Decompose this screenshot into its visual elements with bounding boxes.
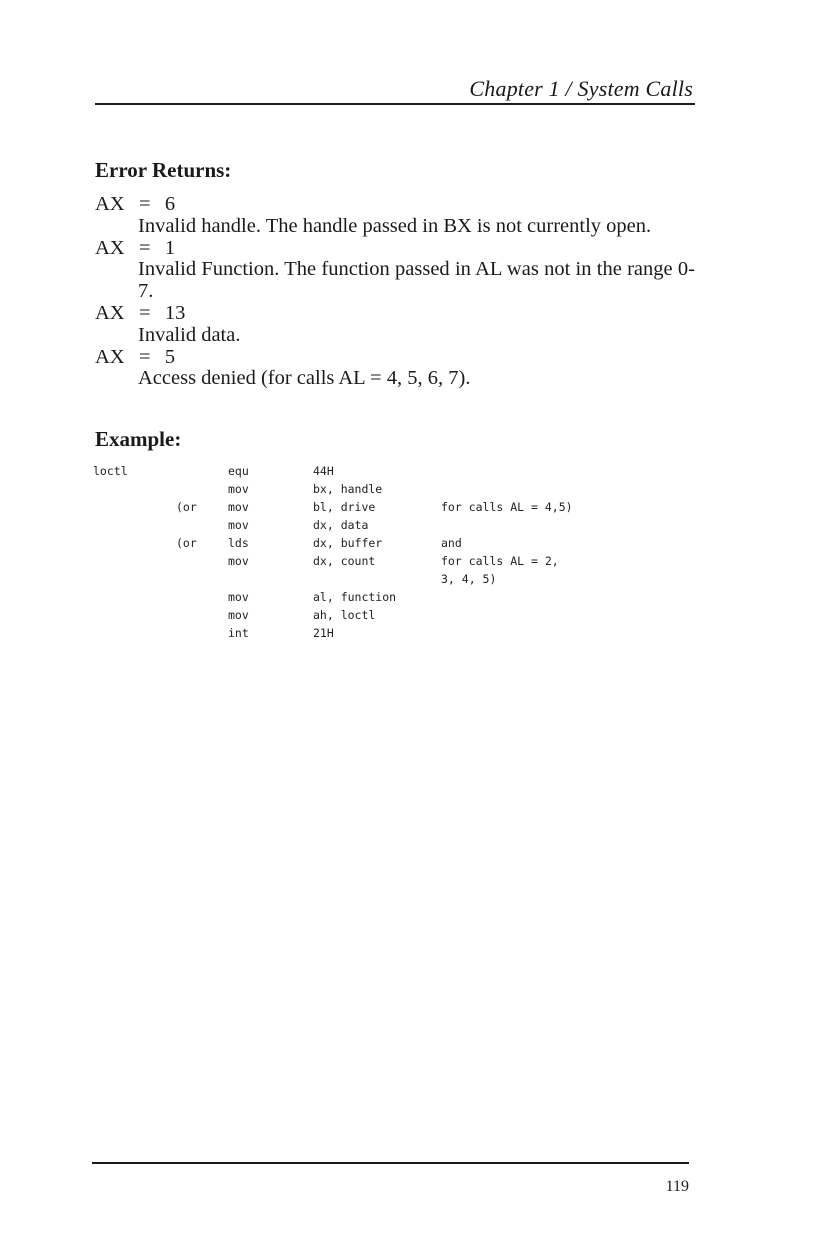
error-value: 6 — [164, 193, 176, 215]
error-description: Access denied (for calls AL = 4, 5, 6, 7). — [138, 367, 471, 390]
error-code — [95, 347, 695, 369]
error-register: AX — [95, 345, 125, 368]
code-operands: 44H — [313, 464, 334, 478]
header-rule — [95, 103, 695, 105]
error-returns-list — [95, 194, 695, 390]
code-opcode: mov — [228, 482, 249, 496]
code-opcode: mov — [228, 608, 249, 622]
code-opcode: int — [228, 626, 249, 640]
footer-rule — [92, 1162, 689, 1164]
code-prefix: (or — [176, 500, 197, 514]
error-item — [95, 303, 695, 347]
equals-sign: = — [138, 236, 151, 259]
equals-sign: = — [138, 301, 151, 324]
error-description: Invalid Function. The function passed in AL was not in the range 0-7. — [138, 258, 695, 303]
error-value: 13 — [164, 301, 186, 324]
error-code — [95, 194, 695, 216]
error-item — [95, 194, 695, 238]
code-opcode: mov — [228, 500, 249, 514]
error-value: 1 — [164, 236, 176, 259]
code-operands: al, function — [313, 590, 397, 604]
code-operands: bl, drive — [313, 500, 376, 514]
code-comment: for calls AL = 4,5) — [441, 500, 573, 514]
code-operands: dx, buffer — [313, 536, 383, 550]
code-operands: ah, loctl — [313, 608, 376, 622]
code-opcode: mov — [228, 518, 249, 532]
code-operands: dx, count — [313, 554, 376, 568]
code-prefix: (or — [176, 536, 197, 550]
error-register: AX — [95, 301, 125, 324]
code-opcode: mov — [228, 590, 249, 604]
error-returns-heading: Error Returns: — [95, 158, 232, 182]
page-number: 119 — [665, 1178, 689, 1195]
equals-sign: = — [138, 345, 151, 368]
code-comment: and — [441, 536, 462, 550]
code-operands: bx, handle — [313, 482, 383, 496]
equals-sign: = — [138, 193, 151, 215]
code-operands: 21H — [313, 626, 334, 640]
error-description: Invalid data. — [138, 323, 241, 346]
code-opcode: lds — [228, 536, 249, 550]
code-opcode: mov — [228, 554, 249, 568]
error-item — [95, 347, 695, 391]
code-operands: dx, data — [313, 518, 369, 532]
example-heading: Example: — [95, 427, 182, 451]
code-comment: for calls AL = 2, — [441, 554, 559, 568]
running-head: Chapter 1 / System Calls — [469, 76, 693, 101]
code-label: loctl — [93, 464, 128, 478]
error-register: AX — [95, 236, 125, 259]
error-register: AX — [95, 193, 125, 215]
error-code — [95, 303, 695, 325]
error-item — [95, 238, 695, 303]
error-description: Invalid handle. The handle passed in BX is not currently open. — [138, 214, 652, 237]
code-opcode: equ — [228, 464, 249, 478]
error-code — [95, 238, 695, 260]
code-comment: 3, 4, 5) — [441, 572, 497, 586]
error-value: 5 — [164, 345, 176, 368]
